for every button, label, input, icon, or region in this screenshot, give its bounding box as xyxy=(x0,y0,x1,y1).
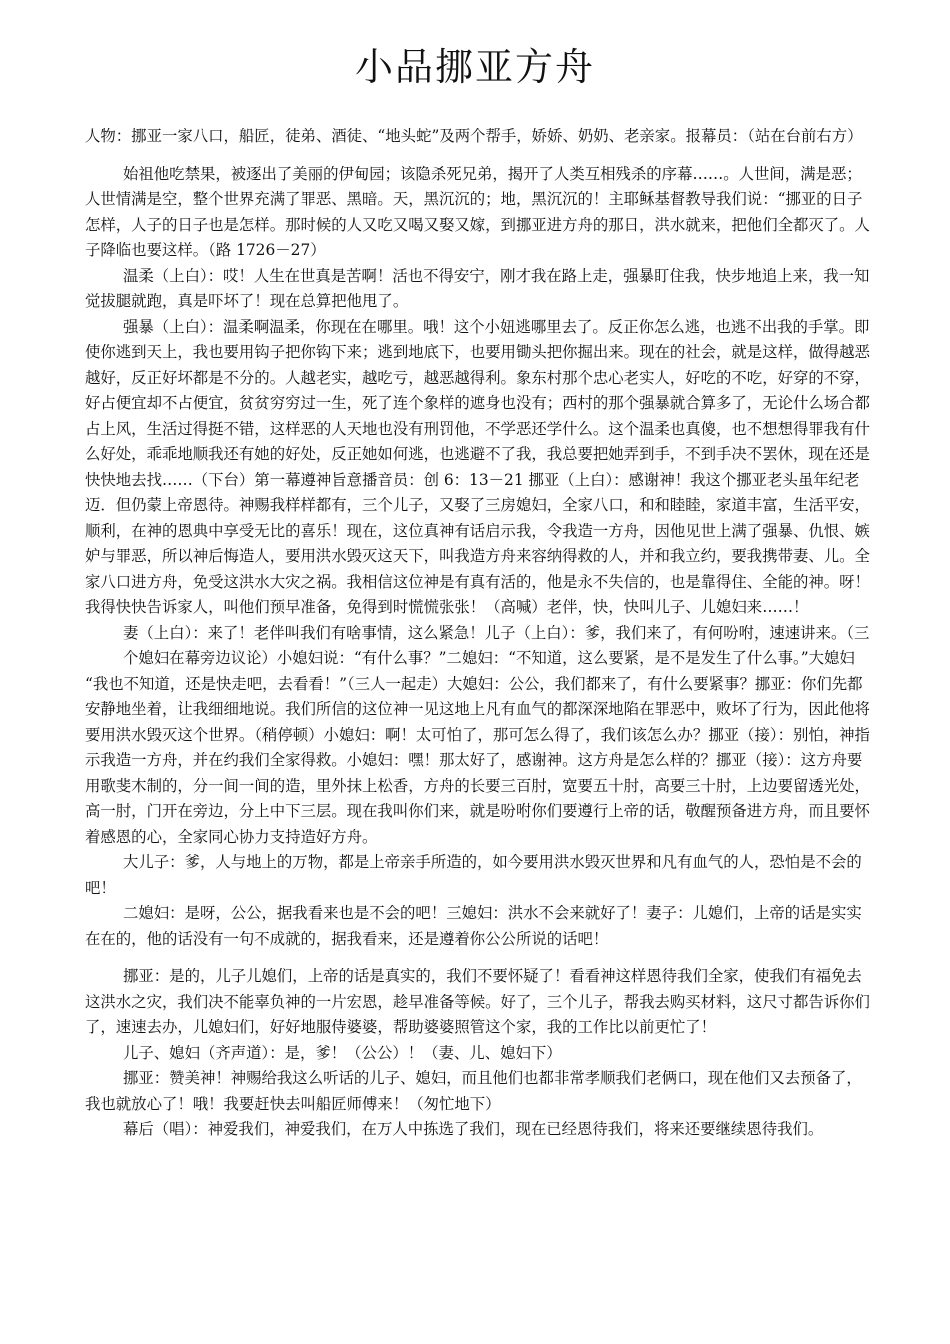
script-paragraph: 儿子、媳妇（齐声道）：是，爹！（公公）！（妻、儿、媳妇下） xyxy=(123,1043,562,1062)
script-paragraph: “我也不知道，还是快走吧，去看看！”（三人一起走）大媳妇：公公，我们都来了，有什么要紧事？挪亚：你们先都安静地坐着，让我细细地说。我们所信的这位神一见这地上凡有血气的都深深地陷在罪恶中，败坏了行为，因此他将要用洪水毁灭这个世界。（稍停顿）小媳妇：啊！太可怕了，那可怎么得了，我们该怎么办？挪亚（接）：别怕，神指示我造一方舟，并在约我们全家得救。小媳妇：嘿！那太好了，感谢神。这方舟是怎么样的？挪亚（接）：这方舟要用歌斐木制的，分一间一间的造，里外抹上松香，方舟的长要三百肘，宽要五十肘，高要三十肘，上边要留透光处，高一肘，门开在旁边，分上中下三层。现在我叫你们来，就是吩咐你们要遵行上帝的话，敬醒预备进方舟，而且要怀着感恩的心，全家同心协力支持造好方舟。 xyxy=(85,674,870,846)
script-paragraph: 妻（上白）：来了！老伴叫我们有啥事情，这么紧急！儿子（上白）：爹，我们来了，有何吩咐，速速讲来。（三个媳妇在幕旁边议论）小媳妇说：“有什么事？”二媳妇：“不知道，这么要紧，是不是发生了什么事。”大媳妇 xyxy=(123,623,870,667)
script-paragraph: 幕后（唱）：神爱我们，神爱我们，在万人中拣选了我们，现在已经恩待我们，将来还要继续恩待我们。 xyxy=(123,1120,824,1138)
paragraph-spacer xyxy=(85,150,875,162)
script-paragraph: 二媳妇：是呀，公公，据我看来也是不会的吧！三媳妇：洪水不会来就好了！妻子：儿媳们，上帝的话是实实在在的，他的话没有一句不成就的，据我看来，还是遵着你公公所说的话吧！ xyxy=(85,904,862,948)
script-paragraph: 温柔（上白）：哎！人生在世真是苦啊！活也不得安宁，刚才我在路上走，强暴盯住我，快步地追上来，我一知觉拔腿就跑，真是吓坏了！现在总算把他甩了。 xyxy=(85,266,870,310)
page-title: 小品挪亚方舟 xyxy=(354,45,595,89)
script-paragraph: 挪亚：是的，儿子儿媳们，上帝的话是真实的，我们不要怀疑了！看看神这样恩待我们全家，使我们有福免去这洪水之灾，我们决不能辜负神的一片宏恩，趁早准备等候。好了，三个儿子，帮我去购买材料，这尺寸都告诉你们了，速速去办，儿媳妇们，好好地服侍婆婆，帮助婆婆照管这个家，我的工作比以前更忙了！ xyxy=(85,967,870,1036)
script-paragraph: 人物：挪亚一家八口，船匠，徒弟、酒徒、“地头蛇”及两个帮手，娇娇、奶奶、老亲家。报幕员：（站在台前右方） xyxy=(85,127,863,145)
script-paragraph: 强暴（上白）：温柔啊温柔，你现在在哪里。哦！这个小妞逃哪里去了。反正你怎么逃，也逃不出我的手掌。即使你逃到天上，我也要用钩子把你钩下来；逃到地底下，也要用锄头把你掘出来。现在的社会，就是这样，做得越恶越好，反正好坏都是不分的。人越老实，越吃亏，越恶越得利。象东村那个忠心老实人，好吃的不吃，好穿的不穿，好占便宜却不占便宜，贫贫穷穷过一生，死了连个象样的遮身也没有；西村的那个强暴就合算多了，无论什么场合都占上风，生活过得挺不错，这样恶的人天地也没有刑罚他，不学恶还学什么。这个温柔也真傻，也不想想得罪我有什么好处，乖乖地顺我还有她的好处，反正她如何逃，也逃避不了我，我总要把她弄到手，不到手决不罢休，现在还是快快地去找……（下台）第一幕遵神旨意播音员：创 6：13－21 挪亚（上白）：感谢神！我这个挪亚老头虽年纪老迈．但仍蒙上帝恩待。神赐我样样都有，三个儿子，又娶了三房媳妇，全家八口，和和睦睦，家道丰富，生活平安，顺利，在神的恩典中享受无比的喜乐！现在，这位真神有话启示我，令我造一方舟，因他见世上满了强暴、仇恨、嫉妒与罪恶，所以神后悔造人，要用洪水毁灭这天下，叫我造方舟来容纳得救的人，并和我立约，要我携带妻、儿。全家八口进方舟，免受这洪水大灾之祸。我相信这位神是有真有活的，他是永不失信的，也是靠得住、全能的神。呀！我得快快告诉家人，叫他们预早准备，免得到时慌慌张张！（高喊）老伴，快，快叫儿子、儿媳妇来……！ xyxy=(85,317,870,616)
document-body xyxy=(85,124,875,1143)
script-paragraph: 始祖他吃禁果，被逐出了美丽的伊甸园；该隐杀死兄弟，揭开了人类互相残杀的序幕……。人世间，满是恶；人世情满是空，整个世界充满了罪恶、黑暗。天，黑沉沉的；地，黑沉沉的！主耶稣基督教导我们说：“挪亚的日子怎样，人子的日子也是怎样。那时候的人又吃又喝又娶又嫁，到挪亚进方舟的那日，洪水就来，把他们全都灭了。人子降临也要这样。（路 1726－27） xyxy=(85,164,870,259)
script-paragraph: 挪亚：赞美神！神赐给我这么听话的儿子、媳妇，而且他们也都非常孝顺我们老俩口，现在他们又去预备了，我也就放心了！哦！我要赶快去叫船匠师傅来！（匆忙地下） xyxy=(85,1069,862,1113)
paragraph-spacer xyxy=(85,952,875,964)
script-paragraph: 大儿子：爹，人与地上的万物，都是上帝亲手所造的，如今要用洪水毁灭世界和凡有血气的人，恐怕是不会的吧！ xyxy=(85,853,862,897)
